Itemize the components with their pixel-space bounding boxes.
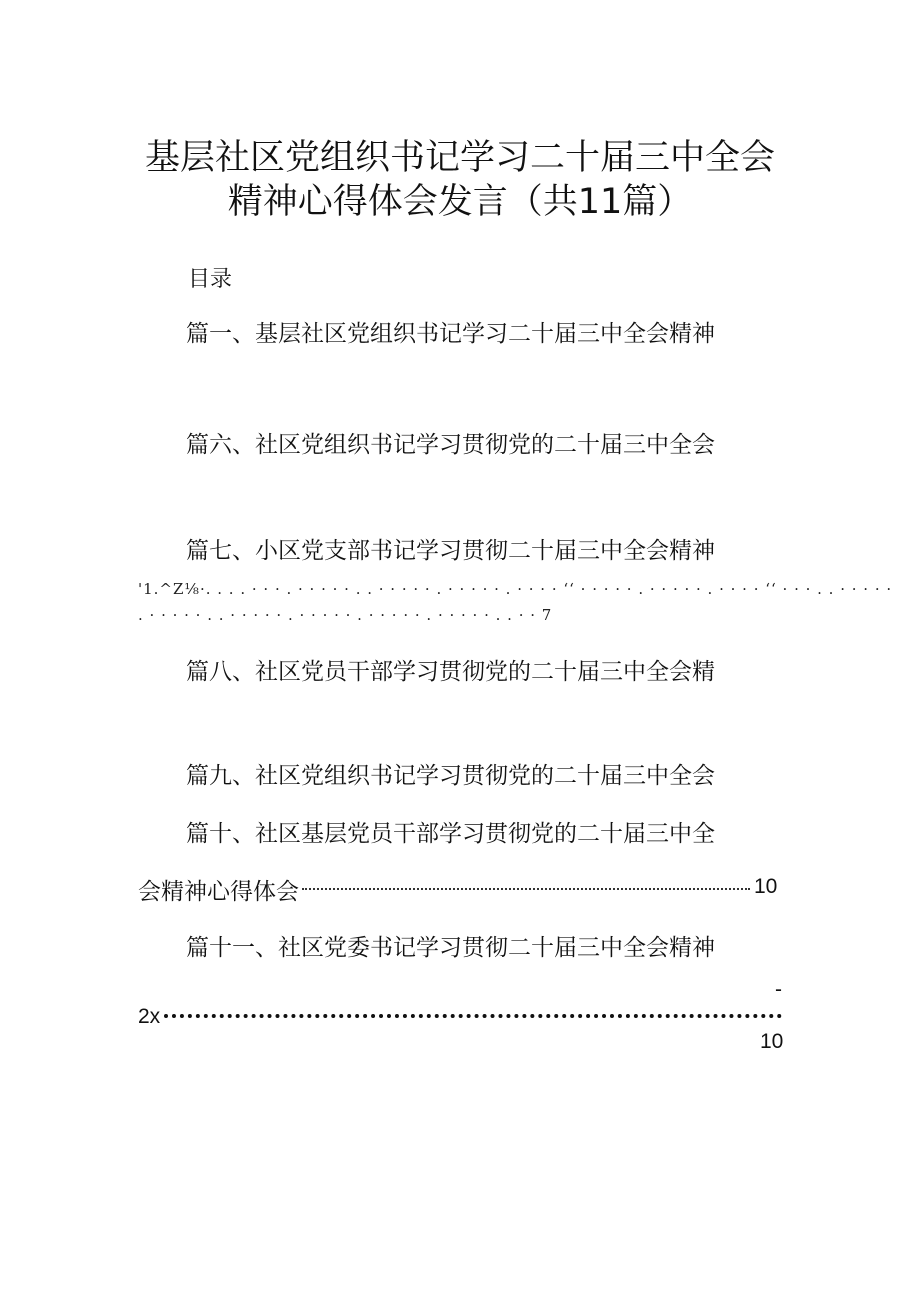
toc-entry-10-page-number: 10 bbox=[754, 875, 778, 898]
toc-entry-11-leader bbox=[164, 1014, 782, 1018]
toc-entry-7-leader-line-2: . · · · · · . . · · · · · . · · · · · . · · · · · . · · · · · . . · · 7 bbox=[138, 606, 553, 624]
toc-entry-10-leader bbox=[302, 888, 750, 890]
toc-entry-10[interactable]: 篇十、社区基层党员干部学习贯彻党的二十届三中全 bbox=[186, 821, 715, 847]
toc-entry-10-continuation[interactable]: 会精神心得体会 bbox=[138, 879, 299, 905]
toc-entry-11-prefix: 2x bbox=[138, 1005, 161, 1028]
toc-entry-11[interactable]: 篇十一、社区党委书记学习贯彻二十届三中全会精神 bbox=[186, 935, 715, 961]
toc-entry-11-page-number: 10 bbox=[760, 1030, 784, 1053]
document-title-line-1: 基层社区党组织书记学习二十届三中全会 bbox=[144, 138, 775, 178]
toc-entry-7[interactable]: 篇七、小区党支部书记学习贯彻二十届三中全会精神 bbox=[186, 538, 715, 564]
toc-entry-9[interactable]: 篇九、社区党组织书记学习贯彻党的二十届三中全会 bbox=[186, 763, 715, 789]
toc-heading: 目录 bbox=[188, 267, 233, 292]
document-title-line-2: 精神心得体会发言（共11篇） bbox=[227, 182, 693, 222]
toc-entry-6[interactable]: 篇六、社区党组织书记学习贯彻党的二十届三中全会 bbox=[186, 432, 715, 458]
toc-entry-1[interactable]: 篇一、基层社区党组织书记学习二十届三中全会精神 bbox=[186, 321, 715, 347]
toc-entry-8[interactable]: 篇八、社区党员干部学习贯彻党的二十届三中全会精 bbox=[186, 659, 715, 685]
toc-entry-11-dash: - bbox=[775, 978, 782, 1001]
toc-entry-7-leader-line-1: '1.^Z⅛·. . . . · · · . · · · · · . . · · · · · . · · · · · . · · · · ‘‘ · · · · · . · · · · · . · · · · ‘‘ · · · . . · · · · · bbox=[138, 580, 893, 598]
